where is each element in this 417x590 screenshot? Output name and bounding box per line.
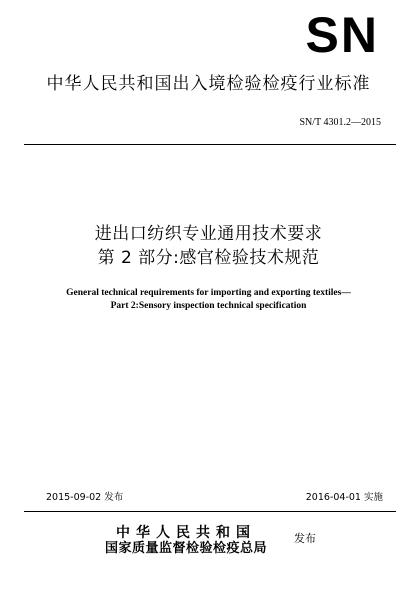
- title-chinese-line1: 进出口纺织专业通用技术要求: [94, 224, 323, 244]
- issue-date: 2015-09-02 发布: [46, 492, 124, 503]
- standard-category: 中华人民共和国出入境检验检疫行业标准: [46, 74, 371, 94]
- title-chinese-line2: 第 2 部分:感官检验技术规范: [97, 248, 320, 268]
- bottom-divider: [24, 511, 396, 512]
- title-english-line1: General technical requirements for importing and exporting textiles—: [66, 288, 351, 298]
- top-divider: [24, 144, 396, 145]
- issuer-agency: 国家质量监督检验检疫总局: [105, 541, 268, 556]
- implementation-date: 2016-04-01 实施: [305, 492, 383, 503]
- standard-number: SN/T 4301.2—2015: [299, 117, 381, 128]
- sn-logo: SN: [305, 7, 379, 63]
- issued-label: 发布: [294, 532, 316, 545]
- issuer-country: 中华人民共和国: [116, 525, 256, 541]
- title-english-line2: Part 2:Sensory inspection technical specification: [110, 301, 307, 311]
